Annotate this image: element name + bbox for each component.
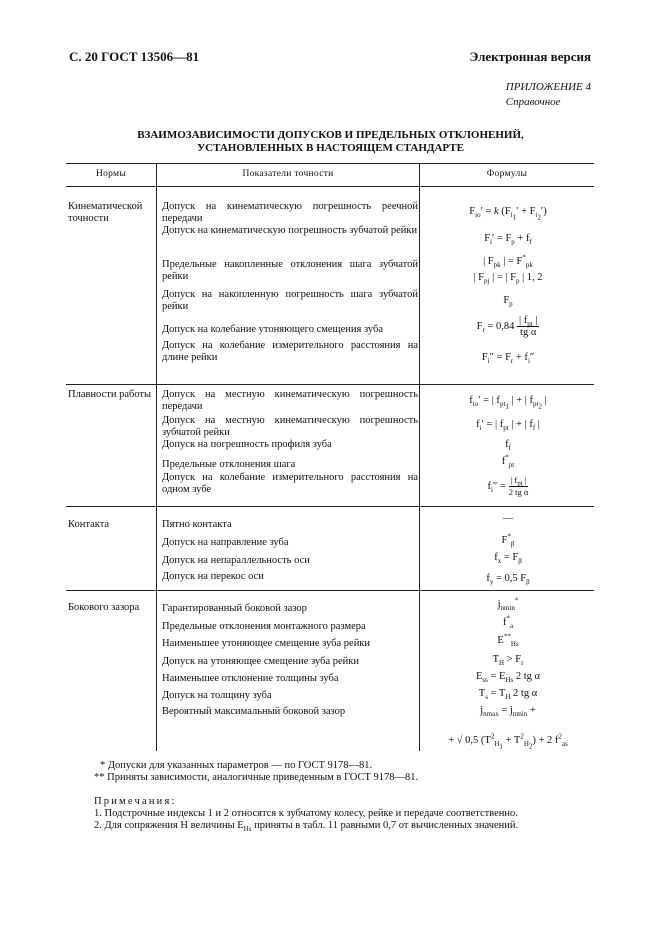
indicator-row: Допуск на кинематическую погрешность зубчатой рейки — [162, 225, 418, 236]
column-rule-2 — [419, 163, 420, 751]
indicator-row: Допуск на непараллельность оси — [162, 555, 310, 566]
header-indicators: Показатели точности — [242, 169, 334, 179]
footnote-2: ** Приняты зависимости, аналогичные приведенным в ГОСТ 9178—81. — [94, 772, 419, 783]
indicator-row: Допуск на направление зуба — [162, 537, 289, 548]
table-top-rule — [66, 163, 594, 164]
formula: + √ 0,5 $(T^2_{H_1} + T^2_{H_2}) + 2$ $f^2_{as}$ — [448, 732, 568, 751]
group-kinematic: Кинематической точности — [68, 201, 143, 224]
indicator-row: Пятно контакта — [162, 519, 232, 530]
indicator-row: Наименьшее отклонение толщины зуба — [162, 673, 339, 684]
indicator-row: Предельные отклонения монтажного размера — [162, 621, 366, 632]
formula: $f^*_a$ — [502, 614, 514, 631]
formula: $f_i'$ = | $f_{pt}$ | + | $f_f$ | — [476, 419, 540, 433]
footnote-1: * Допуски для указанных параметров — по ГОСТ 9178—81. — [100, 760, 373, 771]
title-line-1: ВЗАИМОЗАВИСИМОСТИ ДОПУСКОВ И ПРЕДЕЛЬНЫХ ОТКЛОНЕНИЙ, — [137, 129, 524, 141]
formula: $f^*_{pt}$ — [501, 453, 515, 470]
formula: $j_{nmin}^*$ — [497, 596, 519, 613]
formula: $F_i' = F_p + f_f$ — [484, 233, 532, 247]
indicator-row: Допуск на колебание измерительного расстояния на одном зубе — [162, 472, 418, 495]
indicator-row: Допуск на местную кинематическую погрешность передачи — [162, 389, 418, 412]
formula: $F^*_\beta$ — [501, 532, 515, 549]
group-backlash: Бокового зазора — [68, 602, 140, 613]
group-contact: Контакта — [68, 519, 110, 530]
column-rule-1 — [156, 163, 157, 751]
page-header-right: Электронная версия — [469, 49, 591, 64]
remark-1: 1. Подстрочные индексы 1 и 2 относятся к зубчатому колесу, рейке и передаче соответственно. — [94, 808, 518, 819]
indicator-row: Допуск на погрешность профиля зуба — [162, 439, 332, 450]
remarks-title: Примечания: — [94, 796, 177, 807]
indicator-row: Допуск на толщину зуба — [162, 690, 272, 701]
formula: $f_x = F_\beta$ — [494, 552, 522, 566]
formula: | $F_{pj}$ | = | $F_p$ | 1, 2 — [473, 272, 543, 286]
footnotes — [94, 760, 418, 784]
formula: $f_f$ — [505, 439, 511, 453]
appendix-label: ПРИЛОЖЕНИЕ 4 — [505, 81, 591, 93]
formula: $f_y = 0,5$ $F_\beta$ — [486, 573, 530, 587]
document-title — [0, 129, 661, 155]
indicator-row: Допуск на утоняющее смещение зуба рейки — [162, 656, 359, 667]
formula-dash: — — [502, 513, 514, 524]
formula: $T_s = T_H$ 2 tg α — [478, 688, 538, 702]
tolerance-table — [66, 163, 594, 751]
indicator-row: Допуск на колебание измерительного расстояния на длине рейки — [162, 340, 418, 363]
indicator-row: Допуск на перекос оси — [162, 571, 264, 582]
formula: $F_i'' = F_r + f_i''$ — [481, 352, 535, 366]
page-header-left: С. 20 ГОСТ 13506—81 — [69, 49, 200, 64]
header-rule — [66, 186, 594, 187]
formula: $F_r = 0,84$ $\frac{| f_{pt} |}{\text{tg α}}$ — [476, 315, 538, 338]
header-formulas: Формулы — [486, 169, 528, 179]
formula: $E_{ss} = E_{Hs}$ 2 tg α — [475, 671, 541, 685]
appendix-note: Справочное — [505, 96, 561, 108]
formula: $F_p$ — [503, 295, 513, 309]
formula: $j_{nmax} = j_{nmin}$ + — [480, 705, 536, 719]
indicator-row: Вероятный максимальный боковой зазор — [162, 706, 346, 717]
indicator-row: Допуск на кинематическую погрешность реечной передачи — [162, 201, 418, 224]
formula: $F_{io}' = k$ $(F_{i_1}' + F_{i_2}')$ — [469, 206, 547, 222]
indicator-row: Предельные накопленные отклонения шага зубчатой рейки — [162, 259, 418, 282]
formula: $f_i''$ = $\frac{| f_{pt} |}{\text{2 tg α}}$ — [487, 475, 529, 497]
indicator-row: Гарантированный боковой зазор — [162, 603, 307, 614]
group-smoothness: Плавности работы — [68, 389, 152, 400]
indicator-row: Допуск на накопленную погрешность шага зубчатой рейки — [162, 289, 418, 312]
group-rule-1 — [66, 384, 594, 385]
formula: $f_{io}'$ = | $f_{pt_1}$ | + | $f_{pt_2}$ | — [469, 395, 547, 411]
formula: $E^{**}_{Hs}$ — [497, 632, 519, 649]
remarks — [94, 796, 518, 832]
formula: $T_H > F_r$ — [492, 654, 524, 668]
title-line-2: УСТАНОВЛЕННЫХ В НАСТОЯЩЕМ СТАНДАРТЕ — [197, 142, 464, 154]
remark-2: 2. Для сопряжения H величины $E_{Hs}$ приняты в табл. 11 равными 0,7 от вычисленных значений. — [94, 820, 519, 834]
indicator-row: Допуск на местную кинематическую погрешность зубчатой рейки — [162, 415, 418, 438]
group-rule-2 — [66, 506, 594, 507]
formula: | $F_{pk}$ | = $F^*_{pk}$ — [483, 253, 533, 270]
appendix-block — [506, 80, 591, 110]
indicator-row: Наименьшее утоняющее смещение зуба рейки — [162, 638, 371, 649]
header-norms: Нормы — [95, 169, 127, 179]
indicator-row: Предельные отклонения шага — [162, 459, 296, 470]
group-rule-3 — [66, 590, 594, 591]
indicator-row: Допуск на колебание утоняющего смещения зуба — [162, 324, 384, 335]
